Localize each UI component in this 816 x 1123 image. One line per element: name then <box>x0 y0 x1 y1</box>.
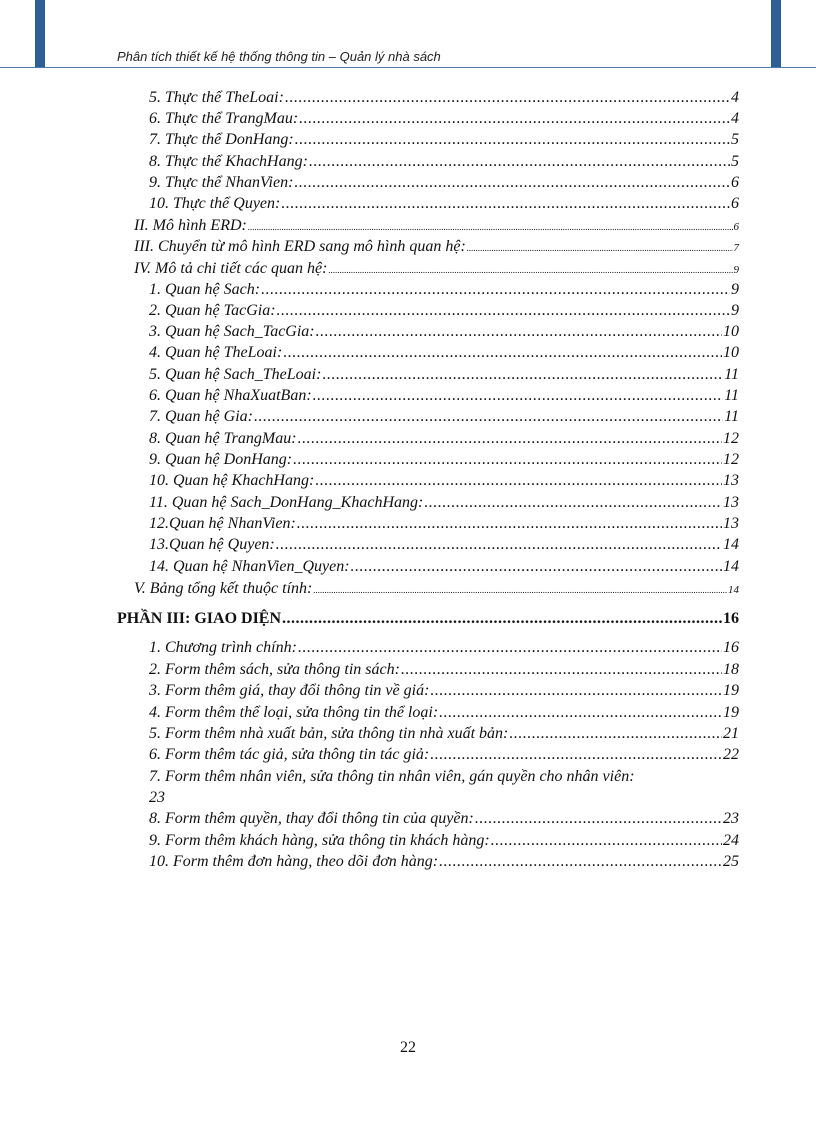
toc-entry[interactable] <box>149 343 739 363</box>
toc-entry-page: 5 <box>731 131 739 148</box>
toc-entry[interactable] <box>149 471 739 491</box>
toc-entry[interactable] <box>149 514 739 534</box>
toc-entry-label: 4. Form thêm thể loại, sửa thông tin thể loại: <box>149 704 439 721</box>
toc-leader-dots <box>313 579 727 600</box>
toc-entry-label: 8. Thực thể KhachHang: <box>149 153 308 170</box>
toc-entry[interactable] <box>149 831 739 851</box>
toc-entry-label: 12.Quan hệ NhanVien: <box>149 515 296 532</box>
page-number: 22 <box>400 1039 416 1056</box>
toc-leader-dots <box>248 216 733 237</box>
toc-leader-dots <box>475 809 722 829</box>
toc-entry-page: 11 <box>724 387 739 404</box>
toc-entry[interactable] <box>149 450 739 470</box>
toc-entry-page: 10 <box>723 323 739 340</box>
toc-entry-label: 8. Form thêm quyền, thay đổi thông tin của quyền: <box>149 810 474 827</box>
toc-entry-page: 23 <box>149 789 165 806</box>
toc-entry-label: 3. Form thêm giá, thay đổi thông tin về giá: <box>149 682 430 699</box>
toc-entry-label: 9. Thực thể NhanVien: <box>149 174 294 191</box>
header-accent-bar-left <box>35 0 45 68</box>
toc-leader-dots <box>281 194 730 214</box>
toc-entry[interactable] <box>149 152 739 172</box>
toc-leader-dots <box>322 365 723 385</box>
toc-entry[interactable] <box>149 88 739 108</box>
toc-entry[interactable] <box>149 194 739 214</box>
toc-leader-dots <box>424 493 722 513</box>
toc-leader-dots <box>297 514 722 534</box>
toc-entry[interactable] <box>149 681 739 701</box>
toc-entry-label: 6. Form thêm tác giả, sửa thông tin tác giả: <box>149 746 430 763</box>
toc-entry-page: 5 <box>731 153 739 170</box>
toc-entry-page: 24 <box>723 832 739 849</box>
running-header-title: Phân tích thiết kế hệ thống thông tin – Quản lý nhà sách <box>117 49 441 64</box>
toc-entry-label: 10. Thực thể Quyen: <box>149 195 281 212</box>
toc-leader-dots <box>298 638 722 658</box>
toc-entry-label: 8. Quan hệ TrangMau: <box>149 430 297 447</box>
toc-leader-dots <box>430 681 722 701</box>
toc-entry-label: 4. Quan hệ TheLoai: <box>149 344 283 361</box>
toc-leader-dots <box>261 280 730 300</box>
toc-entry[interactable] <box>149 365 739 385</box>
toc-entry-label: 1. Quan hệ Sach: <box>149 281 261 298</box>
toc-leader-dots <box>277 301 730 321</box>
toc-entry-label: 11. Quan hệ Sach_DonHang_KhachHang: <box>149 494 424 511</box>
toc-entry-page: 9 <box>731 302 739 319</box>
toc-entry-label: II. Mô hình ERD: <box>134 217 247 234</box>
toc-entry-label: PHẦN III: GIAO DIỆN <box>117 610 282 627</box>
toc-entry-label: 2. Form thêm sách, sửa thông tin sách: <box>149 661 400 678</box>
toc-leader-dots <box>293 450 722 470</box>
toc-entry[interactable] <box>134 259 739 280</box>
toc-entry[interactable] <box>149 130 739 150</box>
toc-leader-dots <box>285 88 730 108</box>
toc-entry-page: 4 <box>731 110 739 127</box>
toc-entry-page: 6 <box>733 221 739 233</box>
toc-leader-dots <box>309 152 730 172</box>
toc-section-heading[interactable] <box>117 609 739 629</box>
toc-leader-dots <box>276 535 722 555</box>
toc-entry-page: 12 <box>723 430 739 447</box>
toc-entry-label: 5. Form thêm nhà xuất bản, sửa thông tin nhà xuất bản: <box>149 725 509 742</box>
toc-entry-page: 23 <box>723 810 739 827</box>
toc-leader-dots <box>491 831 722 851</box>
toc-leader-dots <box>467 237 733 258</box>
toc-entry-page: 13 <box>723 515 739 532</box>
toc-entry-page: 16 <box>723 639 739 656</box>
toc-entry[interactable] <box>149 557 739 577</box>
toc-entry[interactable] <box>149 852 739 872</box>
toc-entry[interactable] <box>149 301 739 321</box>
toc-leader-dots <box>254 407 723 427</box>
toc-entry-wrapped[interactable] <box>149 766 739 808</box>
toc-entry[interactable] <box>149 809 739 829</box>
toc-entry[interactable] <box>149 322 739 342</box>
toc-entry-label: 7. Form thêm nhân viên, sửa thông tin nhân viên, gán quyền cho nhân viên: <box>149 768 635 785</box>
toc-leader-dots <box>328 259 732 280</box>
toc-entry[interactable] <box>149 407 739 427</box>
toc-leader-dots <box>298 429 722 449</box>
toc-entry-page: 11 <box>724 366 739 383</box>
toc-entry[interactable] <box>134 237 739 258</box>
toc-entry-label: 14. Quan hệ NhanVien_Quyen: <box>149 558 350 575</box>
toc-entry-page: 13 <box>723 494 739 511</box>
toc-entry-page: 4 <box>731 89 739 106</box>
toc-entry[interactable] <box>149 638 739 658</box>
header-accent-bar-right <box>771 0 781 68</box>
toc-leader-dots <box>283 343 722 363</box>
toc-entry-label: 3. Quan hệ Sach_TacGia: <box>149 323 315 340</box>
toc-leader-dots <box>401 660 722 680</box>
toc-entry[interactable] <box>149 660 739 680</box>
toc-leader-dots <box>315 471 722 491</box>
toc-entry-page: 25 <box>723 853 739 870</box>
toc-entry[interactable] <box>149 703 739 723</box>
toc-entry-label: 7. Thực thể DonHang: <box>149 131 294 148</box>
toc-leader-dots <box>299 109 730 129</box>
toc-entry-label: 10. Form thêm đơn hàng, theo dõi đơn hàng: <box>149 853 439 870</box>
toc-entry-label: 9. Quan hệ DonHang: <box>149 451 293 468</box>
toc-entry-page: 13 <box>723 472 739 489</box>
toc-leader-dots <box>430 745 722 765</box>
toc-entry-label: 2. Quan hệ TacGia: <box>149 302 276 319</box>
toc-leader-dots <box>294 173 730 193</box>
toc-entry-page: 14 <box>728 584 739 596</box>
toc-entry-label: 5. Quan hệ Sach_TheLoai: <box>149 366 322 383</box>
toc-entry[interactable] <box>149 724 739 744</box>
toc-leader-dots <box>439 703 722 723</box>
toc-leader-dots <box>282 609 722 629</box>
toc-entry[interactable] <box>149 429 739 449</box>
toc-entry-page: 11 <box>724 408 739 425</box>
toc-entry-label: 6. Quan hệ NhaXuatBan: <box>149 387 312 404</box>
toc-entry-page: 12 <box>723 451 739 468</box>
toc-entry[interactable] <box>149 493 739 513</box>
toc-entry-label: 10. Quan hệ KhachHang: <box>149 472 315 489</box>
toc-entry[interactable] <box>149 386 739 406</box>
toc-entry[interactable] <box>134 216 739 237</box>
toc-entry-page: 19 <box>723 704 739 721</box>
toc-entry[interactable] <box>149 535 739 555</box>
toc-entry[interactable] <box>149 280 739 300</box>
toc-leader-dots <box>351 557 722 577</box>
toc-entry-label: V. Bảng tổng kết thuộc tính: <box>134 580 313 597</box>
toc-entry-page: 9 <box>733 264 739 276</box>
header-rule <box>0 67 816 68</box>
toc-entry-page: 14 <box>723 558 739 575</box>
toc-entry-page: 9 <box>731 281 739 298</box>
toc-entry-page: 6 <box>731 195 739 212</box>
toc-entry-label: IV. Mô tả chi tiết các quan hệ: <box>134 260 328 277</box>
toc-entry-label: 1. Chương trình chính: <box>149 639 297 656</box>
toc-entry-label: 5. Thực thể TheLoai: <box>149 89 284 106</box>
toc-entry-label: 6. Thực thể TrangMau: <box>149 110 299 127</box>
toc-entry-label: 9. Form thêm khách hàng, sửa thông tin khách hàng: <box>149 832 490 849</box>
toc-entry-page: 22 <box>723 746 739 763</box>
toc-leader-dots <box>439 852 722 872</box>
toc-entry-label: 13.Quan hệ Quyen: <box>149 536 275 553</box>
toc-leader-dots <box>295 130 730 150</box>
toc-entry-label: 7. Quan hệ Gia: <box>149 408 253 425</box>
toc-entry[interactable] <box>149 109 739 129</box>
toc-entry-page: 6 <box>731 174 739 191</box>
toc-leader-dots <box>509 724 722 744</box>
toc-entry-label: III. Chuyển từ mô hình ERD sang mô hình quan hệ: <box>134 238 466 255</box>
toc-entry[interactable] <box>134 579 739 600</box>
toc-entry-page: 19 <box>723 682 739 699</box>
toc-entry[interactable] <box>149 745 739 765</box>
toc-entry-page: 21 <box>723 725 739 742</box>
toc-entry-page: 18 <box>723 661 739 678</box>
toc-entry-page: 16 <box>723 610 739 627</box>
toc-leader-dots <box>316 322 722 342</box>
toc-entry-page: 7 <box>733 242 739 254</box>
toc-leader-dots <box>313 386 724 406</box>
toc-entry-page: 14 <box>723 536 739 553</box>
toc-entry[interactable] <box>149 173 739 193</box>
toc-entry-page: 10 <box>723 344 739 361</box>
